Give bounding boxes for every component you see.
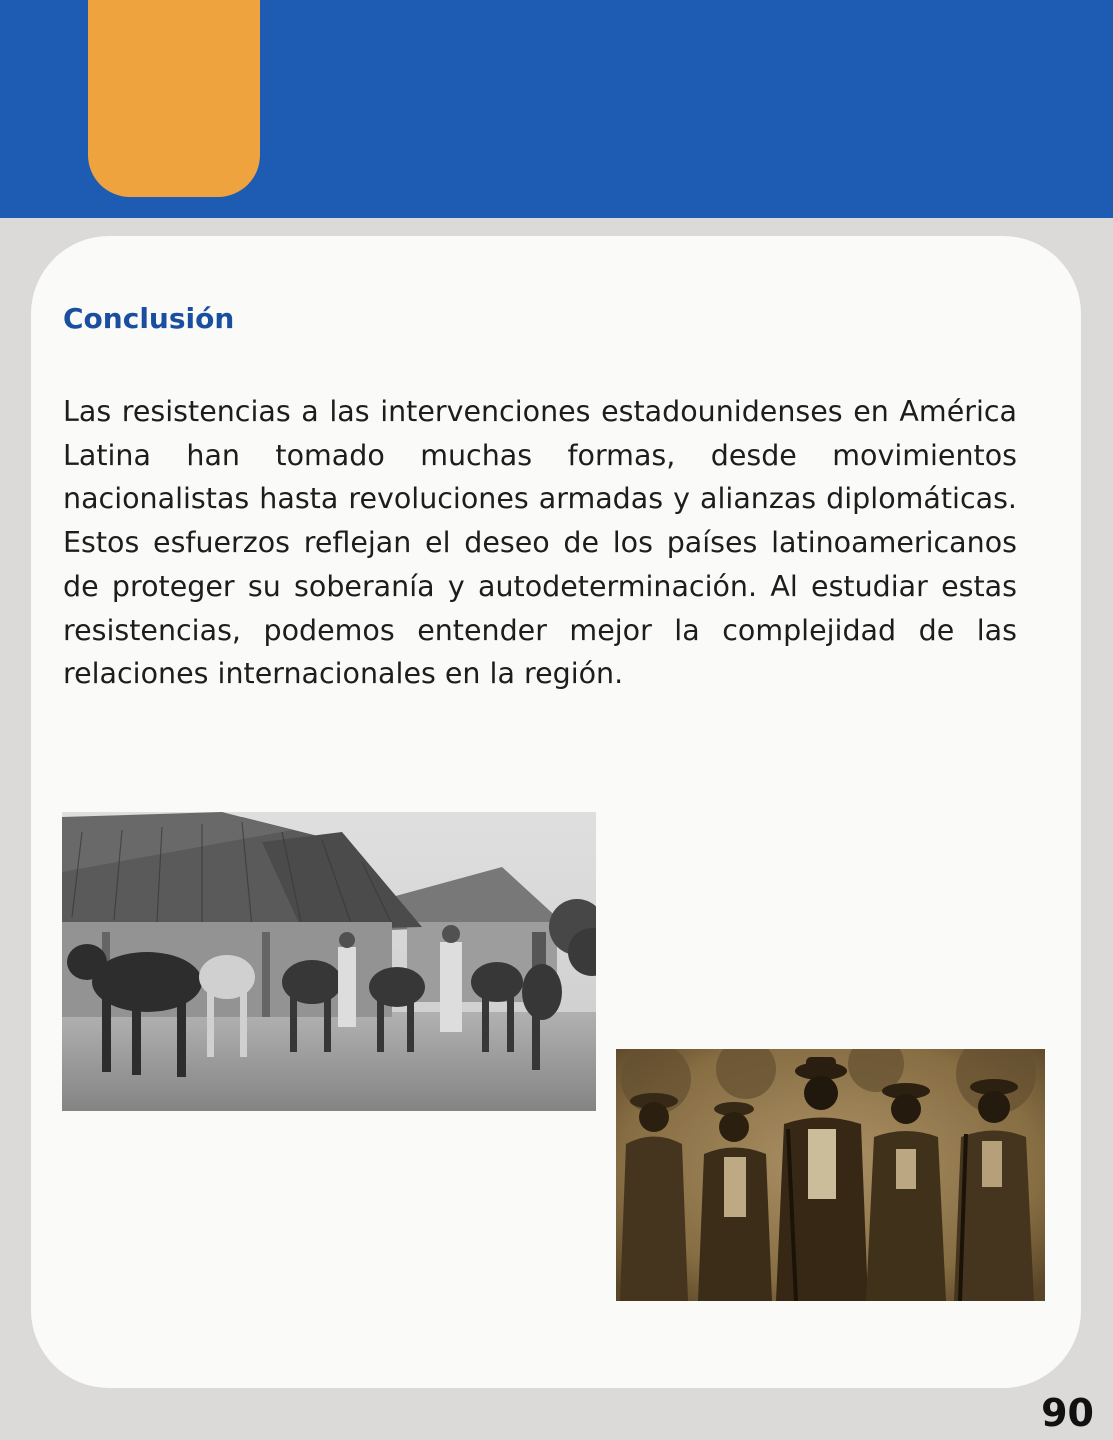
- historical-photo-armed-men: [616, 1049, 1045, 1301]
- conclusion-paragraph: Las resistencias a las intervenciones estadounidenses en América Latina han tomado muchas formas, desde movimientos nacionalistas hasta revoluciones armadas y alianzas diplomáticas. Estos esfuerzos reflejan el deseo de los países latinoamericanos de proteger su soberanía y autodeterminación. Al estudiar estas resistencias, podemos entender mejor la complejidad de las relaciones internacionales en la región.: [63, 395, 1017, 691]
- orange-tab-decoration: [88, 0, 260, 197]
- section-title: Conclusión: [63, 302, 235, 335]
- page-number: 90: [1041, 1391, 1094, 1435]
- historical-photo-horses: [62, 812, 596, 1111]
